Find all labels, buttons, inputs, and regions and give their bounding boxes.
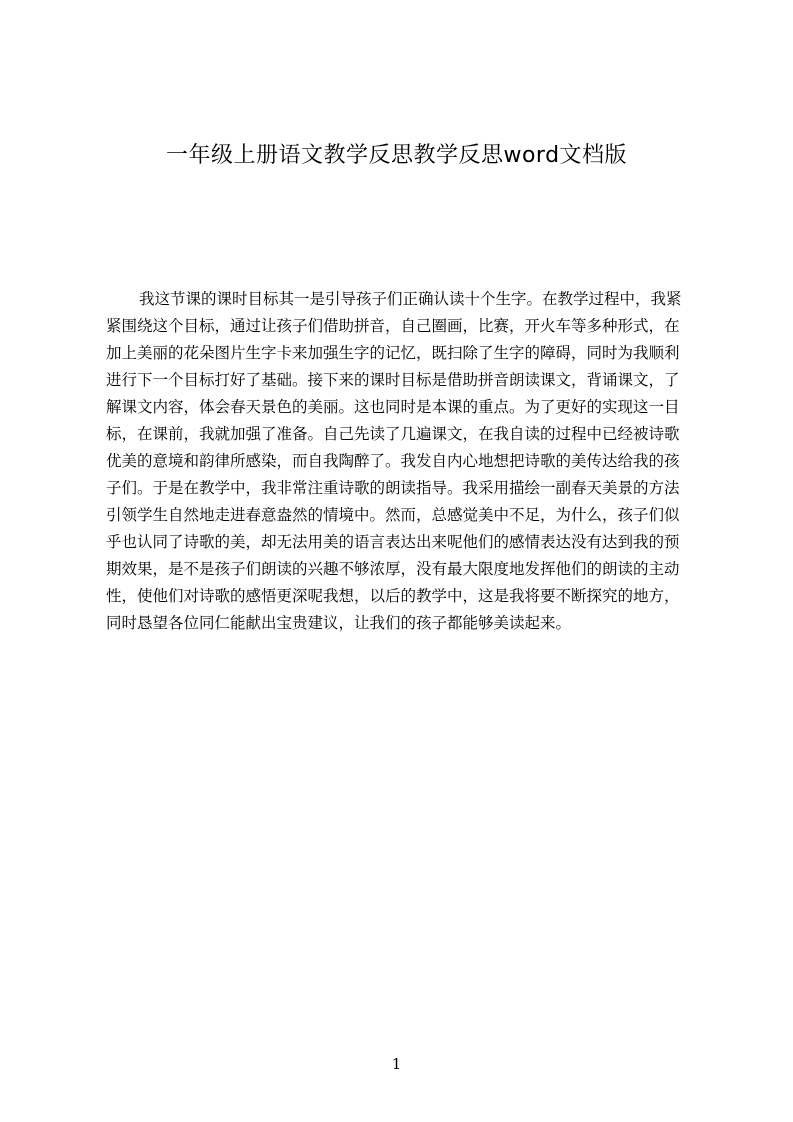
page-number: 1 (391, 1055, 402, 1073)
body-line: 引领学生自然地走进春意盎然的情境中。然而，总感觉美中不足，为什么，孩子们似 (106, 506, 680, 524)
body-paragraph (106, 286, 698, 637)
body-line: 期效果，是不是孩子们朗读的兴趣不够浓厚，没有最大限度地发挥他们的朗读的主动 (106, 560, 680, 578)
body-line: 子们。于是在教学中，我非常注重诗歌的朗读指导。我采用描绘一副春天美景的方法 (106, 479, 680, 497)
body-line: 加上美丽的花朵图片生字卡来加强生字的记忆，既扫除了生字的障碍，同时为我顺利 (106, 344, 680, 362)
body-line: 我这节课的课时目标其一是引导孩子们正确认读十个生字。在教学过程中，我紧 (139, 290, 682, 308)
body-line: 性，使他们对诗歌的感悟更深呢我想，以后的教学中，这是我将要不断探究的地方， (106, 587, 680, 605)
body-line: 解课文内容，体会春天景色的美丽。这也同时是本课的重点。为了更好的实现这一目 (106, 398, 680, 416)
body-line: 同时恳望各位同仁能献出宝贵建议，让我们的孩子都能够美读起来。 (106, 614, 572, 632)
document-title: 一年级上册语文教学反思教学反思word文档版 (165, 143, 628, 168)
body-line: 标，在课前，我就加强了准备。自己先读了几遍课文，在我自读的过程中已经被诗歌 (106, 425, 680, 443)
body-line: 紧围绕这个目标，通过让孩子们借助拼音，自己圈画，比赛，开火车等多种形式，在 (106, 317, 680, 335)
body-line: 优美的意境和韵律所感染，而自我陶醉了。我发自内心地想把诗歌的美传达给我的孩 (106, 452, 680, 470)
body-line: 进行下一个目标打好了基础。接下来的课时目标是借助拼音朗读课文，背诵课文，了 (106, 371, 680, 389)
body-line: 乎也认同了诗歌的美，却无法用美的语言表达出来呢他们的感情表达没有达到我的预 (106, 533, 680, 551)
